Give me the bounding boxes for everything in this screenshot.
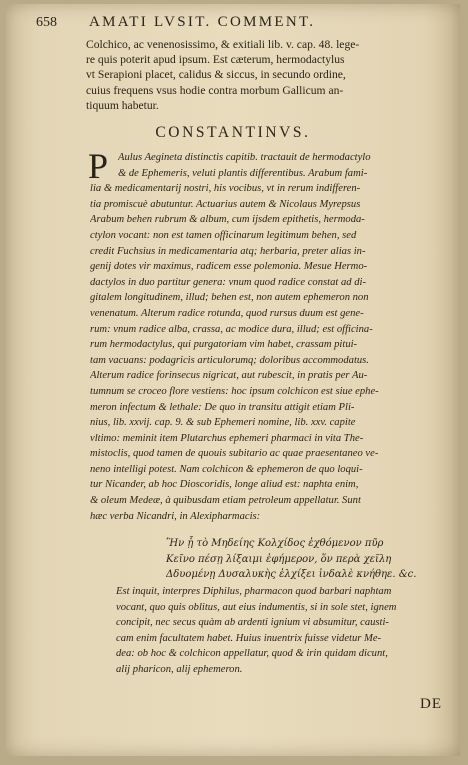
catchword: DE bbox=[420, 696, 442, 712]
text-line: Colchico, ac venenosissimo, & exitiali lib. v. cap. 48. lege- bbox=[86, 38, 360, 51]
text-line: dea: ob hoc & colchicon appellatur, quod & irin quidam dicunt, bbox=[116, 648, 388, 660]
greek-verse-line: Ἢν ᾗ τὸ Μηδείης Κολχίδος ἐχθόμενον πῦρ bbox=[166, 538, 384, 549]
text-line: genij dotes vir maximus, radicem esse polemonia. Mesue Hermo- bbox=[90, 261, 368, 273]
greek-verse-line: Δδυομένῃ Δυσαλυκὴς ἐλχίξει ἰνδαλὲ κνήθηε. &c. bbox=[166, 569, 417, 581]
running-head: AMATI LVSIT. COMMENT. bbox=[89, 14, 316, 30]
text-line: re quis poterit apud ipsum. Est cæterum, hermodactylus bbox=[86, 53, 345, 67]
text-line: hæc verba Nicandri, in Alexipharmacis: bbox=[90, 510, 261, 522]
text-line: ctylon vocant: non est tamen officinarum legitimum behen, sed bbox=[90, 229, 357, 241]
text-line: nius, lib. xxvij. cap. 9. & sub Ephemeri nomine, lib. xxv. capite bbox=[90, 417, 356, 429]
page-header bbox=[36, 14, 436, 31]
text-line: meron infectum & lethale: De quo in transitu attigit etiam Pli- bbox=[90, 401, 355, 413]
text-line: venenatum. Alterum radice rotunda, quod rursus duum est gene- bbox=[90, 307, 364, 319]
text-line: Arabum behen rubrum & album, cum ijsdem epithetis, hermoda- bbox=[90, 214, 365, 226]
text-line: tam vacuans: podagricis articulorumq; doloribus accommodatus. bbox=[90, 354, 369, 366]
text-line: rum: vnum radice alba, crassa, ac modice dura, illud; est officina- bbox=[90, 323, 373, 335]
text-line: credit Fuchsius in medicamentaria atq; herbaria, preter alias in- bbox=[90, 245, 366, 257]
text-line: vltimo: meminit item Plutarchus ephemeri pharmaci in vita The- bbox=[90, 432, 364, 444]
greek-verse-line: Κεῖνο πέσῃ λίξαιμι ἐφήμερον, ὅν περὰ χεῖλη bbox=[166, 553, 392, 565]
text-line: tia promiscuè abutuntur. Actuarius autem & Nicolaus Myrepsus bbox=[90, 198, 361, 210]
text-line: neno intelligi potest. Nam colchicon & ephemeron de quo loqui- bbox=[90, 463, 363, 475]
text-line: cam enim facultatem habet. Huius inuentrix fuisse videtur Me- bbox=[116, 632, 382, 644]
text-line: concipit, nec secus quàm ab ardenti ignium vi absumitur, causti- bbox=[116, 617, 389, 629]
main-paragraph bbox=[90, 150, 458, 524]
text-line: cuius frequens vsus hodie contra morbum Gallicum an- bbox=[86, 83, 344, 97]
text-line: dactylos in duo partitur genera: vnum quod radice constat ad di- bbox=[90, 276, 366, 288]
text-line: mistoclis, quod tamen de quouis subitario ac quae praesentaneo ve- bbox=[90, 448, 379, 460]
drop-cap: P bbox=[88, 146, 109, 186]
text-line: Est inquit, interpres Diphilus, pharmacon quod barbari naphtam bbox=[116, 586, 392, 597]
text-line: Aulus Aegineta distinctis capitib. tractauit de hermodactylo bbox=[118, 152, 371, 163]
continuation-paragraph bbox=[86, 37, 458, 113]
text-line: rum hermodactylus, qui purgatoriam vim habet, crassam pitui- bbox=[90, 339, 358, 351]
page-number: 658 bbox=[36, 15, 57, 30]
greek-verse-block bbox=[166, 536, 460, 583]
text-line: & oleum Medeæ, à quibusdam etiam petroleum appellatur. Sunt bbox=[90, 495, 361, 507]
text-line: alij pharicon, alij ephemeron. bbox=[116, 663, 243, 675]
text-line: & de Ephemeris, veluti plantis differentibus. Arabum fami- bbox=[118, 167, 368, 179]
text-line: vt Serapioni placet, calidus & siccus, in secundo ordine, bbox=[86, 68, 346, 82]
text-line: tur Nicander, ab hoc Dioscoridis, longe aliud est: naphta enim, bbox=[90, 479, 359, 491]
text-line: vocant, quo quis oblitus, aut eius indumentis, si in sole stet, ignem bbox=[116, 601, 397, 613]
section-title: CONSTANTINVS. bbox=[155, 124, 311, 141]
text-line: tumnum se croceo flore vestiens: hoc ipsum colchicon est siue ephe- bbox=[90, 385, 379, 397]
text-line: tiquum habetur. bbox=[86, 98, 159, 112]
text-line: lia & medicamentarij nostri, his vocibus, vt in rerum indifferen- bbox=[90, 183, 361, 195]
closing-paragraph bbox=[116, 584, 458, 678]
text-line: gitalem longitudinem, illud; behen est, non autem ephemeron non bbox=[90, 292, 369, 304]
book-page bbox=[6, 4, 460, 756]
text-line: Alterum radice forinsecus nigricat, aut rubescit, in pratis per Au- bbox=[90, 370, 368, 382]
